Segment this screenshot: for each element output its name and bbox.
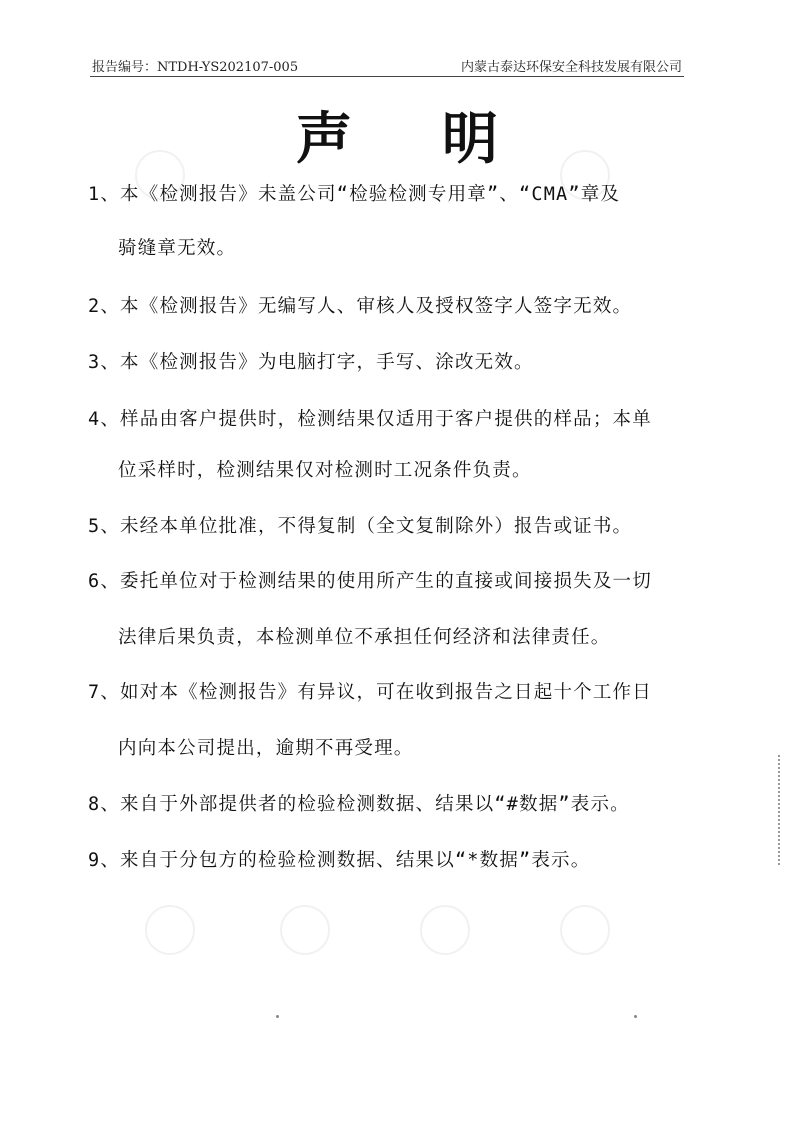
statement-6: 6、委托单位对于检测结果的使用所产生的直接或间接损失及一切 xyxy=(88,571,652,592)
watermark-seal xyxy=(560,905,610,955)
statement-9: 9、来自于分包方的检验检测数据、结果以“*数据”表示。 xyxy=(88,850,591,871)
statement-6-cont: 法律后果负责，本检测单位不承担任何经济和法律责任。 xyxy=(118,627,611,648)
statement-3: 3、本《检测报告》为电脑打字，手写、涂改无效。 xyxy=(88,352,534,373)
watermark-seal xyxy=(420,905,470,955)
report-number: 报告编号：NTDH-YS202107-005 xyxy=(92,60,299,75)
header-divider xyxy=(90,76,684,77)
watermark-seal xyxy=(145,905,195,955)
company-name: 内蒙古泰达环保安全科技发展有限公司 xyxy=(460,60,682,75)
page-title: 声明 xyxy=(296,106,588,172)
statement-1: 1、本《检测报告》未盖公司“检验检测专用章”、“CMA”章及 xyxy=(88,184,621,205)
statement-7: 7、如对本《检测报告》有异议，可在收到报告之日起十个工作日 xyxy=(88,682,652,703)
statement-4-cont: 位采样时，检测结果仅对检测时工况条件负责。 xyxy=(118,460,532,481)
scan-speck xyxy=(634,1015,637,1018)
statement-4: 4、样品由客户提供时，检测结果仅适用于客户提供的样品；本单 xyxy=(88,409,652,430)
page-header xyxy=(92,52,682,76)
watermark-seal xyxy=(280,905,330,955)
seam-stamp-edge xyxy=(778,755,788,865)
statement-7-cont: 内向本公司提出，逾期不再受理。 xyxy=(118,738,414,759)
statement-8: 8、来自于外部提供者的检验检测数据、结果以“#数据”表示。 xyxy=(88,794,630,815)
statement-2: 2、本《检测报告》无编写人、审核人及授权签字人签字无效。 xyxy=(88,296,633,317)
statement-1-cont: 骑缝章无效。 xyxy=(118,238,237,259)
statement-5: 5、未经本单位批准，不得复制（全文复制除外）报告或证书。 xyxy=(88,516,633,537)
scan-speck xyxy=(276,1015,279,1018)
